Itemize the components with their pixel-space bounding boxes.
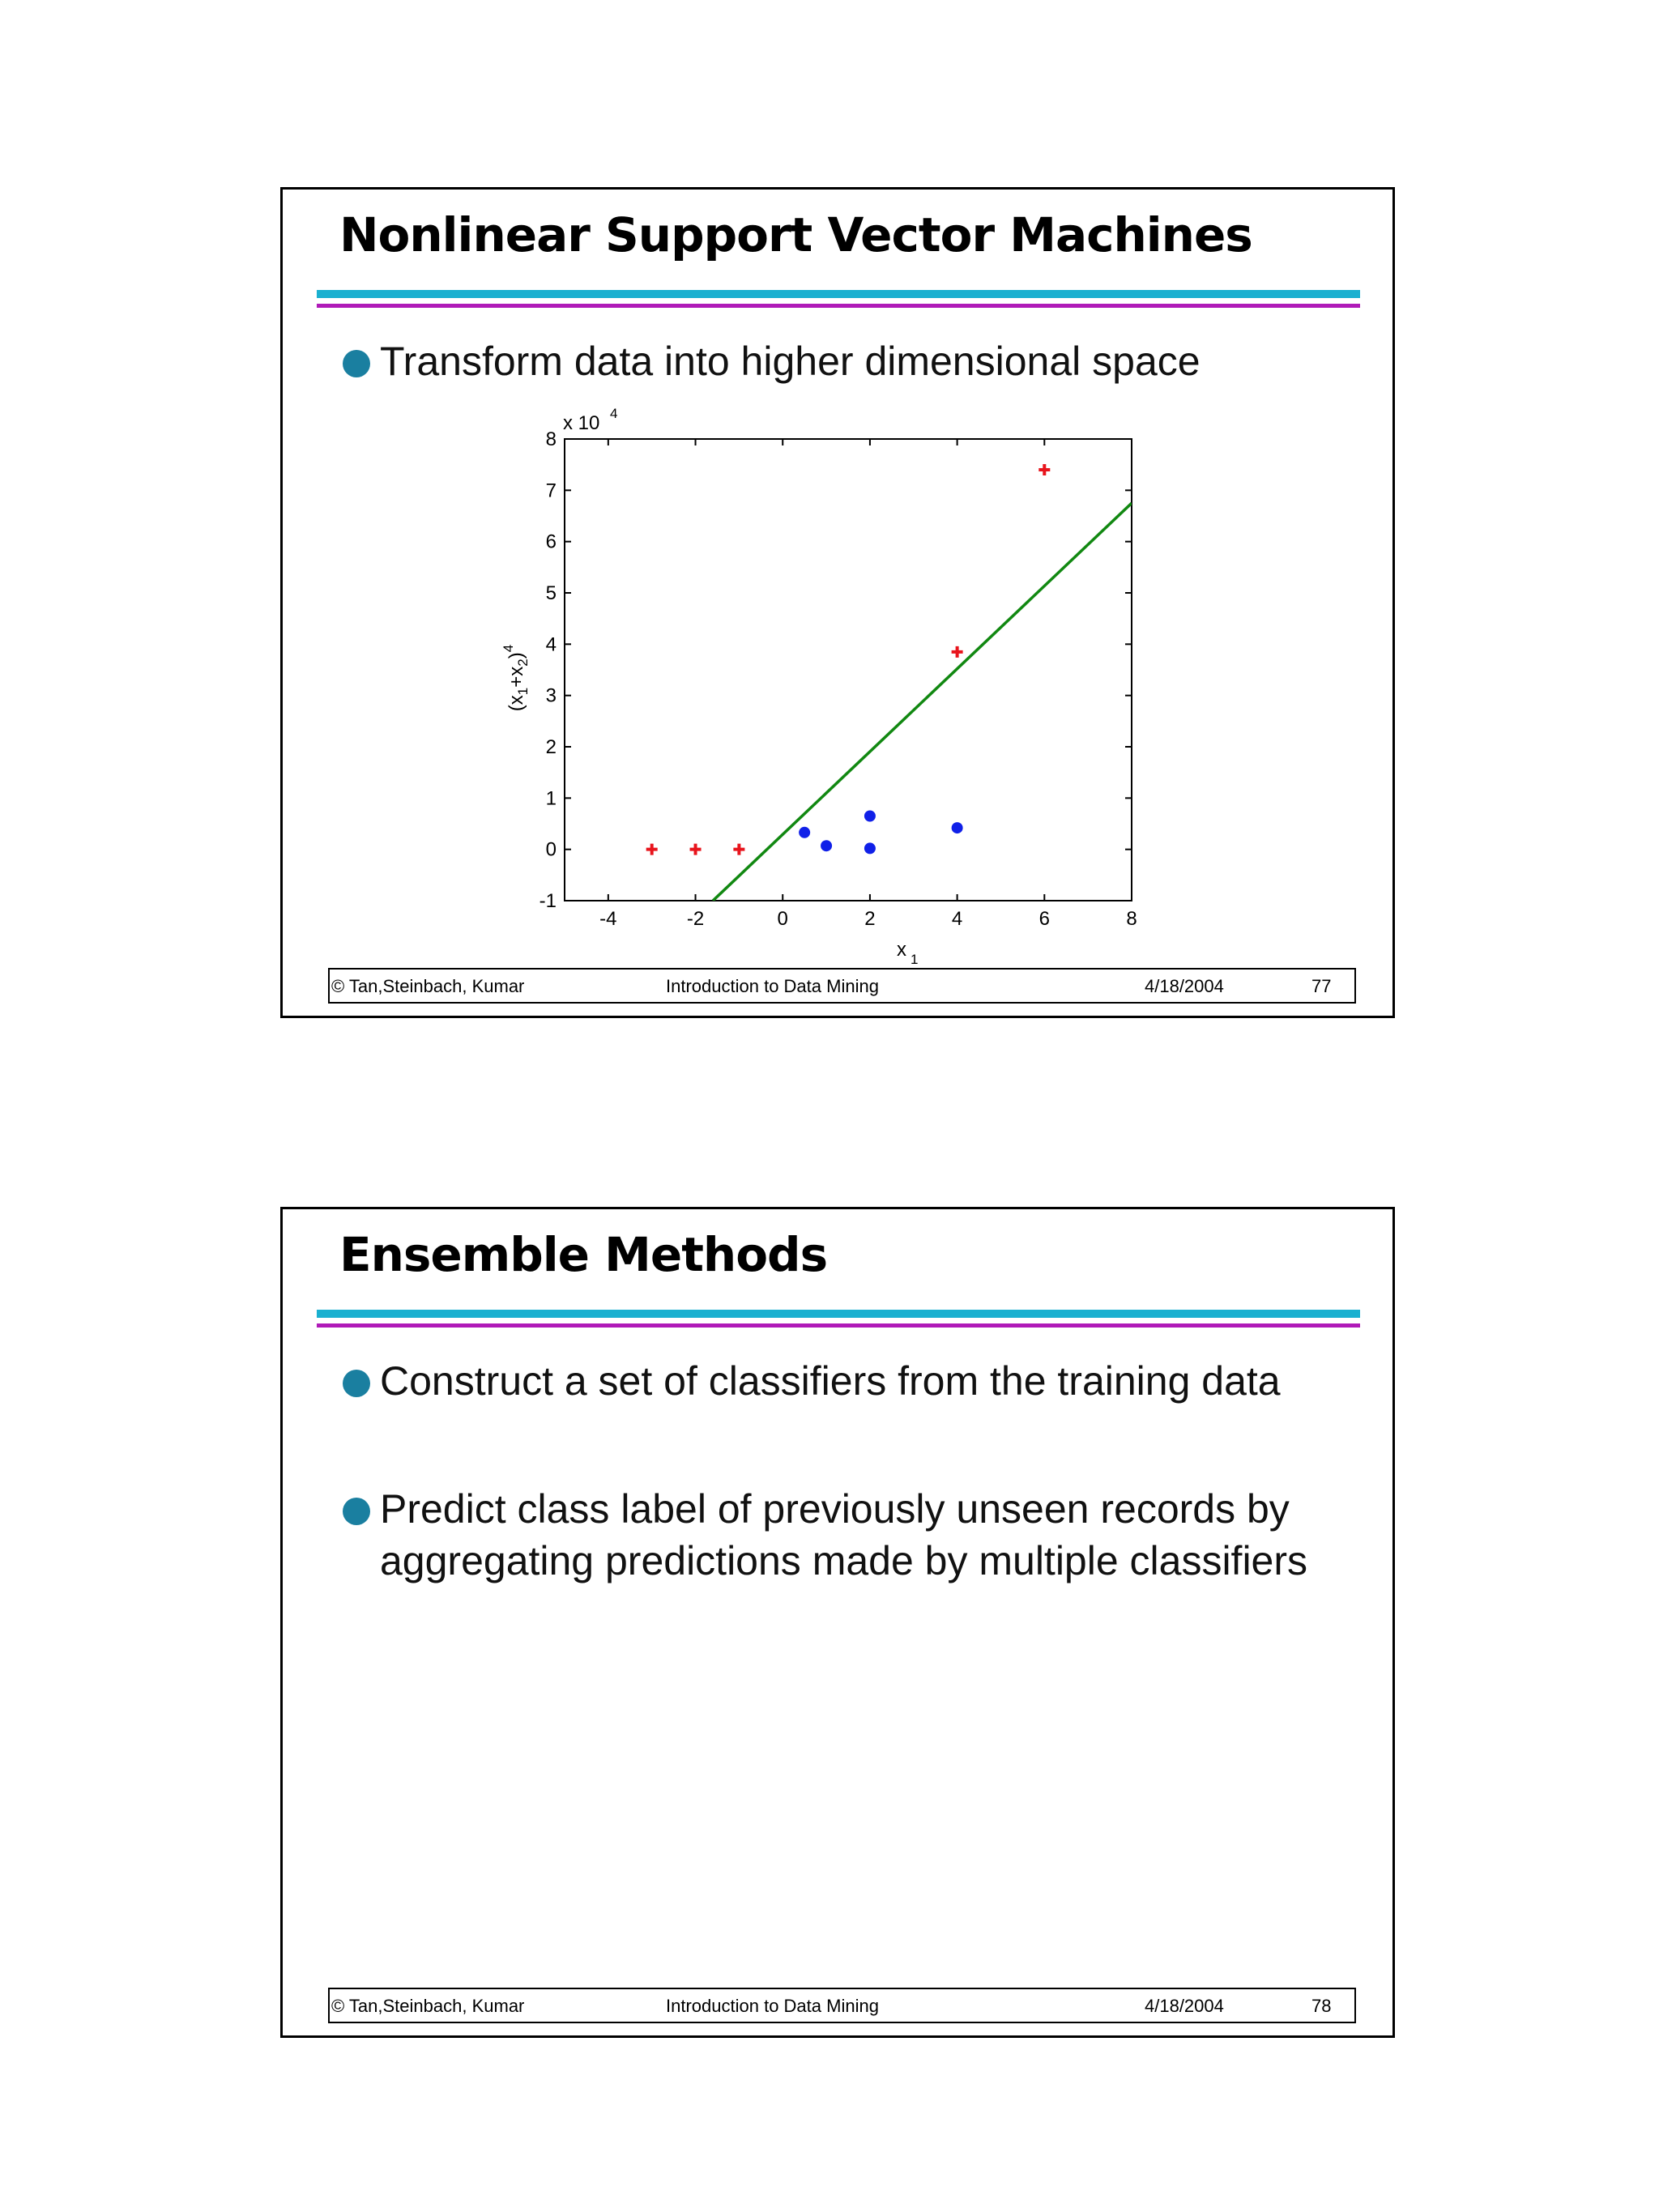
x-axis-label-subscript: 1 <box>911 952 919 967</box>
y-exponent-label: x 10 <box>563 412 600 434</box>
footer-page-number: 78 <box>1311 1996 1332 2016</box>
x-tick-label: -4 <box>599 908 617 930</box>
slide-footer <box>328 968 1356 1004</box>
slide-ensemble-methods <box>280 1207 1395 2038</box>
data-point-dot <box>864 811 876 822</box>
bullet-item <box>343 1483 1339 1587</box>
data-point-dot <box>952 822 963 833</box>
title-rule-cyan <box>317 290 1360 298</box>
bullet-dot-icon <box>343 350 370 377</box>
footer-copyright: © Tan,Steinbach, Kumar <box>331 976 525 996</box>
y-tick-label: -1 <box>539 890 557 912</box>
footer-course: Introduction to Data Mining <box>666 1996 879 2016</box>
svm-scatter-chart <box>469 400 1279 1166</box>
bullet-item <box>343 1355 1339 1407</box>
footer-page-number: 77 <box>1311 976 1332 996</box>
y-tick-label: 1 <box>545 787 557 810</box>
x-tick-label: 0 <box>777 908 788 930</box>
data-point-dot <box>799 827 810 838</box>
x-tick-label: 6 <box>1038 908 1050 930</box>
y-tick-label: 2 <box>545 736 557 758</box>
footer-copyright: © Tan,Steinbach, Kumar <box>331 1996 525 2016</box>
y-exponent-power: 4 <box>610 406 618 421</box>
y-axis-label-part: (x <box>505 695 527 712</box>
data-point-dot <box>864 842 876 854</box>
bullet-dot-icon <box>343 1370 370 1397</box>
y-tick-label: 5 <box>545 582 557 604</box>
title-rule-magenta <box>317 304 1360 308</box>
y-tick-label: 4 <box>545 633 557 656</box>
y-tick-label: 6 <box>545 531 557 553</box>
slide-title: Nonlinear Support Vector Machines <box>339 207 1252 262</box>
slide-title: Ensemble Methods <box>339 1227 828 1282</box>
y-tick-label: 7 <box>545 479 557 502</box>
bullet-text: Transform data into higher dimensional space <box>380 339 1201 384</box>
y-axis-label-part: +x <box>505 666 527 688</box>
bullet-list <box>343 1355 1339 1587</box>
data-point-dot <box>821 840 832 851</box>
footer-date: 4/18/2004 <box>1145 976 1224 996</box>
x-tick-label: 2 <box>864 908 876 930</box>
y-axis-label-part: 1 <box>515 687 531 696</box>
y-tick-label: 0 <box>545 838 557 861</box>
bullet-text: Construct a set of classifiers from the training data <box>380 1358 1281 1404</box>
bullet-text: Predict class label of previously unseen records by aggregating predictions made by multiple classifiers <box>380 1486 1308 1583</box>
y-tick-label: 8 <box>545 428 557 450</box>
y-axis-label <box>501 645 531 711</box>
bullet-item <box>343 335 1339 387</box>
bullet-dot-icon <box>343 1498 370 1525</box>
bullet-list <box>343 335 1339 387</box>
footer-course: Introduction to Data Mining <box>666 976 879 996</box>
slide-footer <box>328 1988 1356 2023</box>
plot-frame <box>565 439 1132 901</box>
slide-nonlinear-svm <box>280 187 1395 1018</box>
y-axis-label-part: ) <box>505 652 527 659</box>
title-rule-magenta <box>317 1323 1360 1328</box>
title-rule-cyan <box>317 1310 1360 1318</box>
y-axis-label-part: 2 <box>515 658 531 667</box>
x-tick-label: 4 <box>951 908 963 930</box>
x-axis-label: x <box>897 939 906 961</box>
x-tick-label: 8 <box>1126 908 1137 930</box>
y-tick-label: 3 <box>545 684 557 707</box>
y-axis-label-part: 4 <box>501 644 516 653</box>
chart-svg <box>469 400 1279 1161</box>
footer-date: 4/18/2004 <box>1145 1996 1224 2016</box>
x-tick-label: -2 <box>686 908 705 930</box>
